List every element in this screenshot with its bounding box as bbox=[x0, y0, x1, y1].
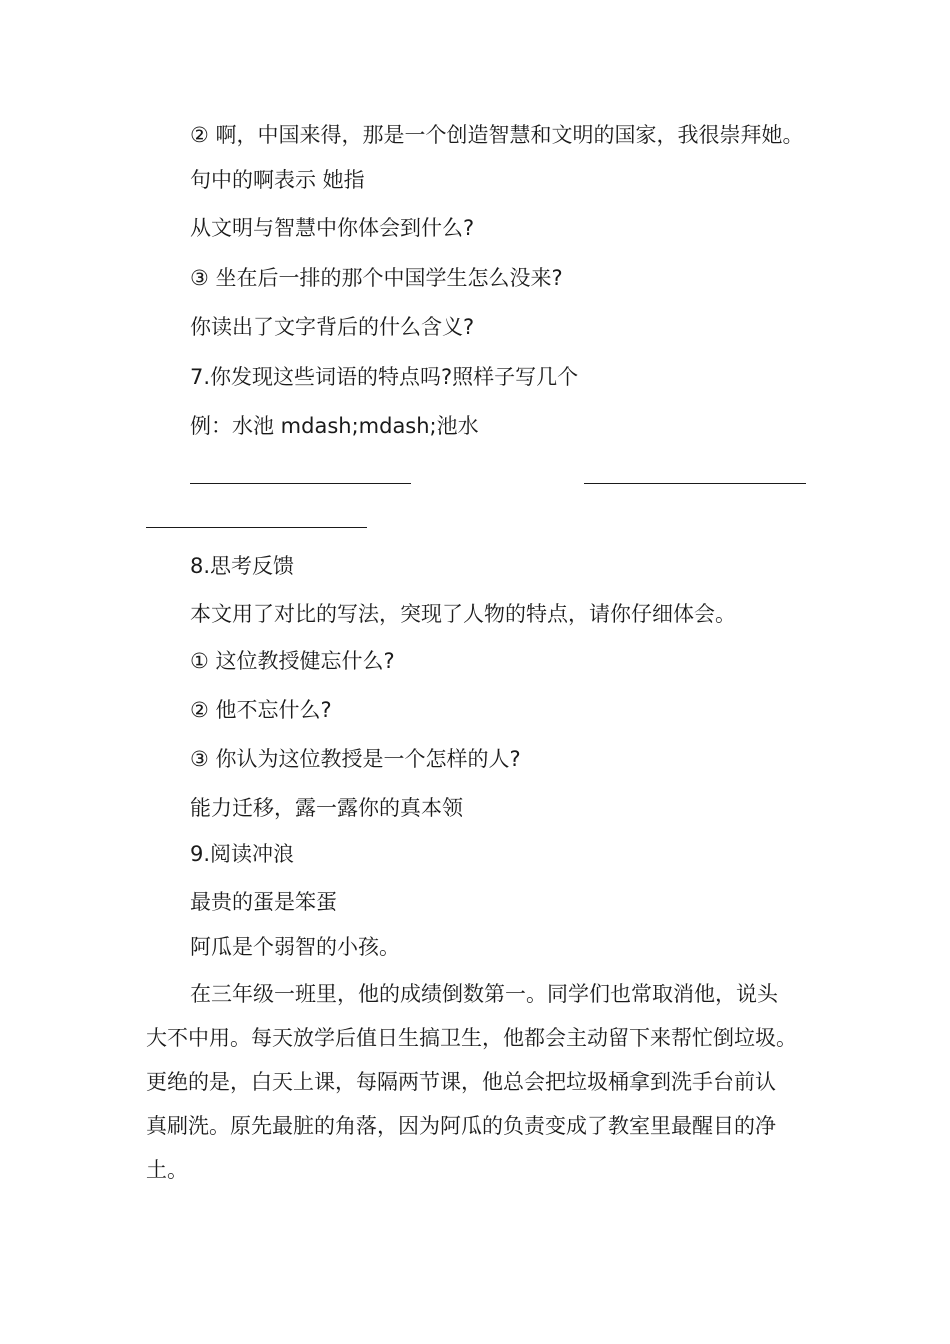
ability-transfer-heading: 能力迁移，露一露你的真本领 bbox=[190, 796, 463, 820]
answer-blank-3[interactable] bbox=[146, 527, 367, 528]
question-wisdom: 从文明与智慧中你体会到什么? bbox=[190, 216, 475, 240]
item-3-sentence: ③ 坐在后一排的那个中国学生怎么没来? bbox=[190, 266, 563, 290]
section-8-question-3: ③ 你认为这位教授是一个怎样的人? bbox=[190, 747, 521, 771]
answer-blank-2[interactable] bbox=[584, 483, 806, 484]
story-paragraph-1: 阿瓜是个弱智的小孩。 bbox=[190, 935, 400, 959]
section-7-example: 例：水池 mdash;mdash;池水 bbox=[190, 414, 479, 438]
story-title: 最贵的蛋是笨蛋 bbox=[190, 890, 337, 914]
story-paragraph-2-line-4: 真刷洗。原先最脏的角落，因为阿瓜的负责变成了教室里最醒目的净 bbox=[146, 1114, 776, 1138]
answer-blank-1[interactable] bbox=[190, 483, 411, 484]
section-7-title: 7.你发现这些词语的特点吗?照样子写几个 bbox=[190, 365, 579, 389]
story-paragraph-2-line-1: 在三年级一班里，他的成绩倒数第一。同学们也常取消他，说头 bbox=[190, 982, 778, 1006]
section-8-question-2: ② 他不忘什么? bbox=[190, 698, 332, 722]
story-paragraph-2-line-2: 大不中用。每天放学后值日生搞卫生，他都会主动留下来帮忙倒垃圾。 bbox=[146, 1026, 797, 1050]
question-hidden-meaning: 你读出了文字背后的什么含义? bbox=[190, 315, 475, 339]
story-paragraph-2-line-5: 土。 bbox=[146, 1158, 188, 1182]
question-ah-she: 句中的啊表示 她指 bbox=[190, 168, 365, 192]
section-8-title: 8.思考反馈 bbox=[190, 554, 295, 578]
section-8-intro: 本文用了对比的写法，突现了人物的特点，请你仔细体会。 bbox=[190, 602, 736, 626]
section-9-title: 9.阅读冲浪 bbox=[190, 842, 295, 866]
item-2-sentence: ② 啊，中国来得，那是一个创造智慧和文明的国家，我很崇拜她。 bbox=[190, 123, 804, 147]
section-8-question-1: ① 这位教授健忘什么? bbox=[190, 649, 395, 673]
story-paragraph-2-line-3: 更绝的是，白天上课，每隔两节课，他总会把垃圾桶拿到洗手台前认 bbox=[146, 1070, 776, 1094]
